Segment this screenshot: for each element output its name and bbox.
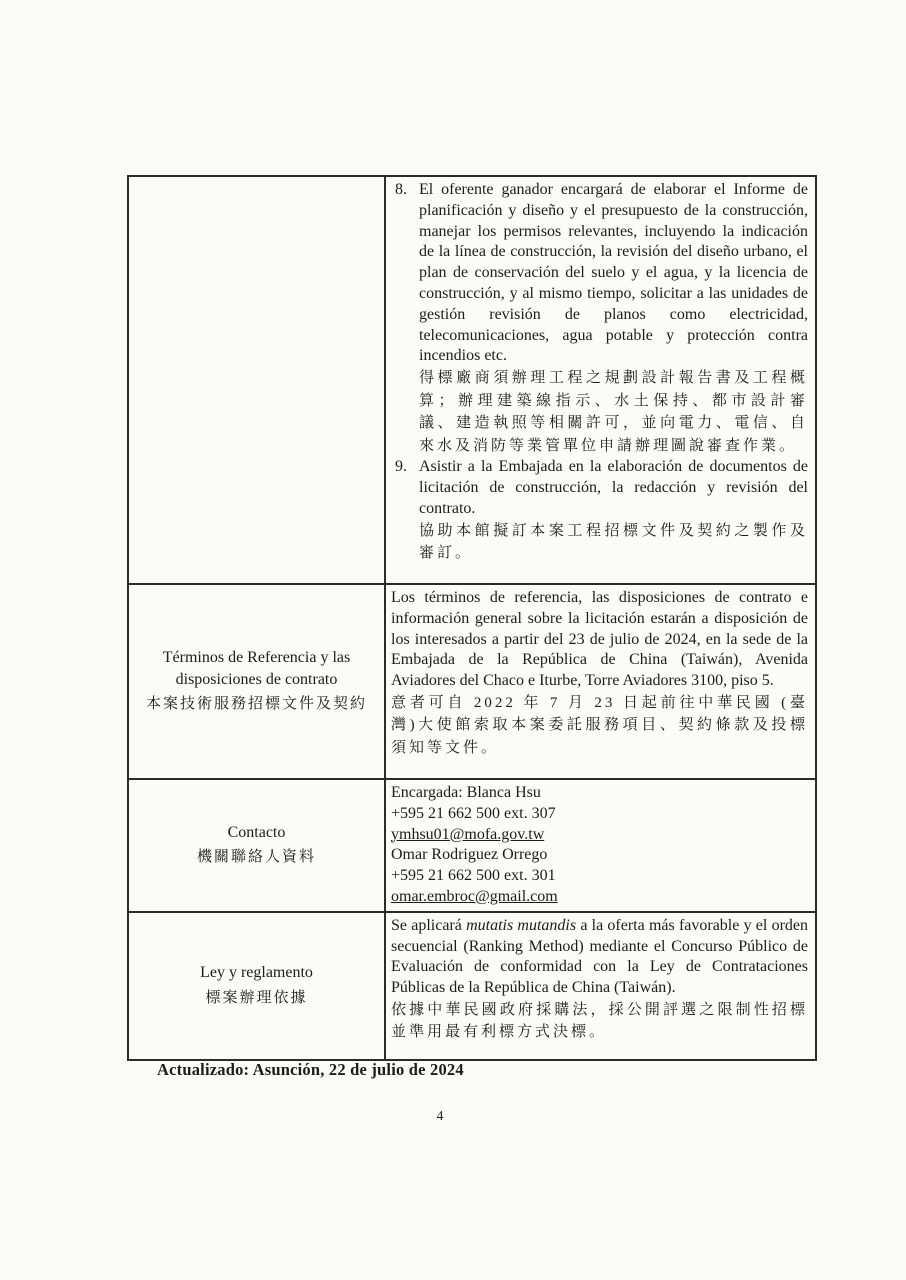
list-item-9-spanish-text: Asistir a la Embajada en la elaboración de documentos de licitación de construcción, la redacción y revisión del contrato.	[419, 458, 808, 517]
list-item-8-number: 8.	[395, 181, 407, 198]
contact-person-name: Encargada: Blanca Hsu	[391, 784, 541, 801]
terms-label-spanish-line2: disposiciones de contrato	[175, 670, 338, 688]
terms-spanish-text: Los términos de referencia, las disposiciones de contrato e información general sobre la licitación estarán a disposición de los interesados a partir del 23 de julio de 2024, en la sede de la Embajada de la República de China (Taiwán), Avenida Aviadores del Chaco e Iturbe, Torre Aviadores 3100, piso 5.	[391, 589, 808, 690]
law-content-cell	[385, 912, 816, 1060]
law-spanish-text	[391, 916, 808, 999]
list-item-8	[391, 180, 808, 457]
contact-person-name-2: Omar Rodriguez Orrego	[391, 846, 548, 864]
list-item-9-chinese-text: 協助本館擬訂本案工程招標文件及契約之製作及審訂。	[419, 522, 808, 562]
list-item-8-spanish-text: El oferente ganador encargará de elaborar el Informe de planificación y diseño y el presupuesto de la construcción, manejar los permisos relevantes, incluyendo la indicación de la línea de construcción, la revisión del diseño urbano, el plan de conservación del suelo y el agua, y la licencia de construcción, y al mismo tiempo, solicitar a las unidades de gestión revisión de planos como electricidad, telecomunicaciones, agua potable y protección contra incendios etc.	[419, 181, 808, 365]
contact-label-spanish: Contacto	[227, 823, 286, 841]
law-text-prefix: Se aplicará	[391, 916, 467, 934]
terms-label-cell	[128, 584, 385, 779]
list-item-9-number: 9.	[395, 458, 407, 476]
law-chinese-text: 依據中華民國政府採購法，採公開評選之限制性招標並準用最有利標方式決標。	[391, 1001, 808, 1041]
law-label-chinese: 標案辦理依據	[205, 989, 308, 1006]
document-table	[127, 175, 817, 1061]
table-row-terms	[128, 584, 816, 779]
updated-date-line: Actualizado: Asunción, 22 de julio de 2024	[157, 1060, 464, 1079]
law-text-suffix: a la oferta más favorable y el orden secuencial (Ranking Method) mediante el Concurso Público de Evaluación de conformidad con la Ley de Contrataciones Públicas de la República de China (Taiwán).	[391, 916, 808, 997]
contact-content-cell	[385, 779, 816, 912]
row1-empty-label-cell	[128, 176, 385, 584]
law-label-spanish: Ley y reglamento	[200, 963, 313, 981]
page-number: 4	[436, 1108, 444, 1123]
row1-content-cell	[385, 176, 816, 584]
contact-email-2: omar.embroc@gmail.com	[391, 887, 558, 905]
law-text-latin-phrase: mutatis mutandis	[466, 916, 577, 934]
table-row-law	[128, 912, 816, 1060]
law-label-cell	[128, 912, 385, 1060]
terms-chinese-text: 意者可自 2022 年 7 月 23 日起前往中華民國 (臺灣)大使館索取本案委託服務項目、契約條款及投標須知等文件。	[391, 694, 808, 756]
terms-label-spanish-line1: Términos de Referencia y las	[162, 648, 351, 666]
terms-content-cell	[385, 584, 816, 779]
contact-email-1: ymhsu01@mofa.gov.tw	[391, 825, 545, 843]
contact-label-chinese: 機關聯絡人資料	[196, 849, 316, 866]
list-item-9	[391, 457, 808, 564]
contact-phone-1: +595 21 662 500 ext. 307	[391, 804, 556, 822]
contact-label-cell	[128, 779, 385, 912]
table-row-scope-items	[128, 176, 816, 584]
contact-phone-2: +595 21 662 500 ext. 301	[391, 867, 556, 885]
table-row-contact	[128, 779, 816, 912]
list-item-8-chinese-text: 得標廠商須辦理工程之規劃設計報告書及工程概算；辦理建築線指示、水土保持、都市設計審議、建造執照等相關許可，並向電力、電信、自來水及消防等業管單位申請辦理圖說審查作業。	[419, 370, 808, 454]
terms-label-chinese: 本案技術服務招標文件及契約	[145, 696, 367, 713]
